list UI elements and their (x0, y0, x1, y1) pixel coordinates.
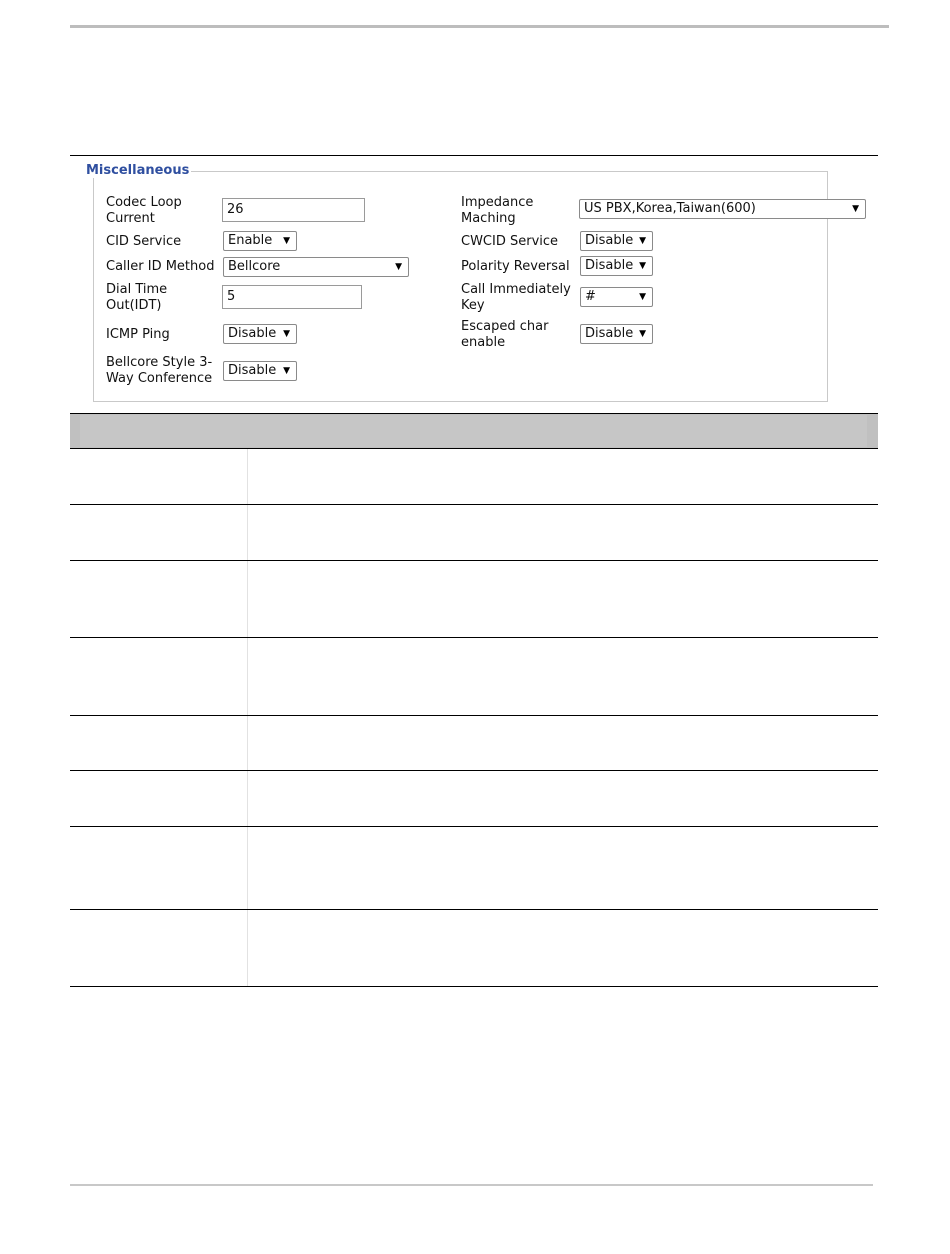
label-line: Bellcore Style 3- (106, 355, 213, 370)
chevron-down-icon: ▼ (639, 261, 646, 271)
chevron-down-icon: ▼ (639, 292, 646, 302)
cid-service-select[interactable] (223, 231, 297, 251)
cwcid-service-value: Disable (585, 233, 634, 248)
caller-id-method-label: Caller ID Method (106, 259, 215, 274)
page-bottom-rule (70, 1184, 873, 1186)
section-legend: Miscellaneous (86, 163, 190, 178)
escaped-char-enable-select[interactable] (580, 324, 653, 344)
call-immediately-key-value: # (585, 289, 596, 304)
table-row-border (70, 715, 878, 716)
label-line: Dial Time (106, 282, 168, 297)
icmp-ping-select[interactable] (223, 324, 297, 344)
table-top-border (70, 155, 878, 156)
cid-service-label: CID Service (106, 234, 182, 249)
dial-time-out-input[interactable]: 5 (222, 285, 362, 309)
polarity-reversal-value: Disable (585, 258, 634, 273)
chevron-down-icon: ▼ (395, 262, 402, 272)
cid-service-value: Enable (228, 233, 273, 248)
table-row-border (70, 826, 878, 827)
label-line: Codec Loop (106, 195, 182, 210)
call-immediately-key-label (461, 282, 571, 314)
label-line: Key (461, 298, 485, 313)
impedance-maching-select[interactable] (579, 199, 866, 219)
escaped-char-enable-label (461, 319, 548, 351)
chevron-down-icon: ▼ (283, 366, 290, 376)
chevron-down-icon: ▼ (639, 329, 646, 339)
dial-time-out-label (106, 282, 167, 314)
label-line: Escaped char (461, 319, 549, 334)
label-line: Call Immediately (461, 282, 571, 297)
caller-id-method-select[interactable] (223, 257, 409, 277)
caller-id-method-value: Bellcore (228, 259, 281, 274)
label-line: Way Conference (106, 371, 213, 386)
table-header-inner (80, 415, 867, 447)
label-line: Out(IDT) (106, 298, 162, 313)
page-top-rule (70, 25, 889, 28)
cwcid-service-select[interactable] (580, 231, 653, 251)
codec-loop-current-input[interactable]: 26 (222, 198, 365, 222)
polarity-reversal-select[interactable] (580, 256, 653, 276)
table-row-border (70, 560, 878, 561)
table-row-border (70, 637, 878, 638)
icmp-ping-label: ICMP Ping (106, 327, 170, 342)
table-bottom-border (70, 986, 878, 987)
chevron-down-icon: ▼ (283, 236, 290, 246)
call-immediately-key-select[interactable] (580, 287, 653, 307)
label-line: Maching (461, 211, 516, 226)
label-line: enable (461, 335, 506, 350)
chevron-down-icon: ▼ (639, 236, 646, 246)
label-line: Current (106, 211, 155, 226)
escaped-char-enable-value: Disable (585, 326, 634, 341)
table-row-border (70, 504, 878, 505)
bellcore-3way-select[interactable] (223, 361, 297, 381)
chevron-down-icon: ▼ (283, 329, 290, 339)
polarity-reversal-label: Polarity Reversal (461, 259, 570, 274)
table-column-divider (247, 449, 248, 987)
label-line: Impedance (461, 195, 534, 210)
cwcid-service-label: CWCID Service (461, 234, 559, 249)
chevron-down-icon: ▼ (852, 204, 859, 214)
bellcore-3way-value: Disable (228, 363, 277, 378)
table-row-border (70, 770, 878, 771)
impedance-maching-value: US PBX,Korea,Taiwan(600) (584, 201, 756, 216)
icmp-ping-value: Disable (228, 326, 277, 341)
codec-loop-current-label (106, 195, 182, 227)
table-row-border (70, 909, 878, 910)
impedance-maching-label (461, 195, 533, 227)
bellcore-3way-label (106, 355, 212, 387)
